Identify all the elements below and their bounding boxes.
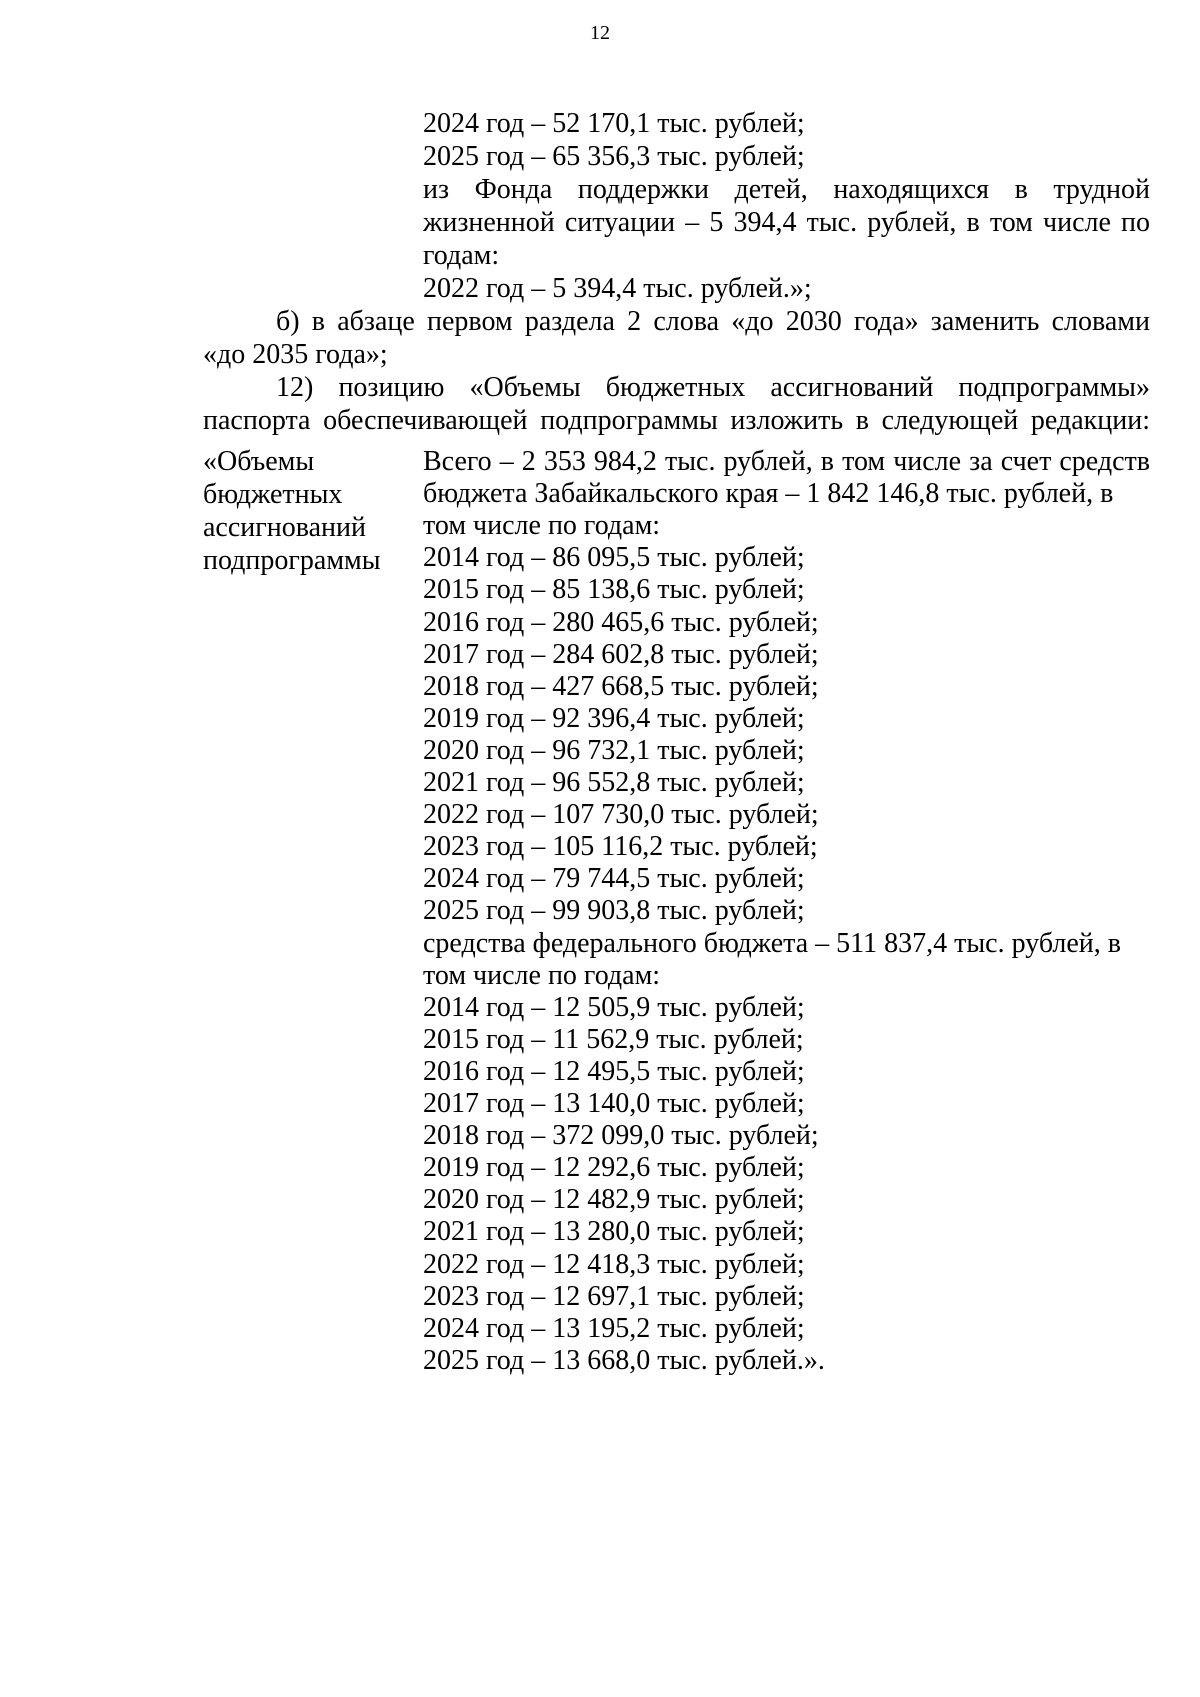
position-line: 2023 год – 105 116,2 тыс. рублей; bbox=[423, 831, 818, 862]
position-line: 2015 год – 11 562,9 тыс. рублей; bbox=[423, 1024, 804, 1055]
paragraph-b-line: «до 2035 года»; bbox=[203, 339, 388, 370]
paragraph-b-line: б) в абзаце первом раздела 2 слова «до 2030 года» заменить словами bbox=[276, 307, 1150, 337]
position-line: бюджета Забайкальского края – 1 842 146,8 тыс. рублей, в bbox=[423, 478, 1114, 509]
position-label-line: подпрограммы bbox=[203, 545, 381, 576]
position-line: 2017 год – 13 140,0 тыс. рублей; bbox=[423, 1088, 805, 1119]
position-line: средства федерального бюджета – 511 837,4 тыс. рублей, в bbox=[423, 928, 1121, 959]
intro-line: из Фонда поддержки детей, находящихся в трудной bbox=[423, 175, 1150, 205]
position-line: том числе по годам: bbox=[423, 510, 661, 541]
position-line: 2022 год – 12 418,3 тыс. рублей; bbox=[423, 1249, 805, 1280]
position-label-line: бюджетных bbox=[203, 479, 343, 510]
position-line: 2021 год – 96 552,8 тыс. рублей; bbox=[423, 767, 805, 798]
position-line: 2024 год – 79 744,5 тыс. рублей; bbox=[423, 863, 805, 894]
position-line: 2020 год – 12 482,9 тыс. рублей; bbox=[423, 1184, 805, 1215]
position-line: 2019 год – 12 292,6 тыс. рублей; bbox=[423, 1152, 805, 1183]
position-line: 2014 год – 86 095,5 тыс. рублей; bbox=[423, 542, 805, 573]
position-line: 2014 год – 12 505,9 тыс. рублей; bbox=[423, 992, 805, 1023]
position-line: Всего – 2 353 984,2 тыс. рублей, в том числе за счет средств bbox=[423, 447, 1150, 477]
position-line: том числе по годам: bbox=[423, 960, 661, 991]
paragraph-12-line: 12) позицию «Объемы бюджетных ассигнований подпрограммы» bbox=[276, 373, 1150, 403]
position-line: 2016 год – 280 465,6 тыс. рублей; bbox=[423, 607, 819, 638]
position-line: 2021 год – 13 280,0 тыс. рублей; bbox=[423, 1216, 805, 1247]
position-label-line: «Объемы bbox=[203, 446, 315, 477]
position-line: 2015 год – 85 138,6 тыс. рублей; bbox=[423, 574, 805, 605]
position-line: 2019 год – 92 396,4 тыс. рублей; bbox=[423, 703, 805, 734]
position-line: 2018 год – 372 099,0 тыс. рублей; bbox=[423, 1120, 819, 1151]
intro-line: жизненной ситуации – 5 394,4 тыс. рублей, в том числе по bbox=[423, 208, 1150, 238]
intro-line: годам: bbox=[423, 240, 500, 271]
paragraph-12-line: паспорта обеспечивающей подпрограммы изложить в следующей редакции: bbox=[203, 406, 1150, 436]
position-line: 2025 год – 13 668,0 тыс. рублей.». bbox=[423, 1345, 825, 1376]
position-line: 2022 год – 107 730,0 тыс. рублей; bbox=[423, 799, 819, 830]
page-number: 12 bbox=[590, 22, 610, 44]
intro-line: 2024 год – 52 170,1 тыс. рублей; bbox=[423, 108, 805, 139]
position-label-line: ассигнований bbox=[203, 512, 366, 543]
position-line: 2018 год – 427 668,5 тыс. рублей; bbox=[423, 671, 819, 702]
position-line: 2016 год – 12 495,5 тыс. рублей; bbox=[423, 1056, 805, 1087]
position-line: 2020 год – 96 732,1 тыс. рублей; bbox=[423, 735, 805, 766]
position-line: 2023 год – 12 697,1 тыс. рублей; bbox=[423, 1281, 805, 1312]
position-line: 2017 год – 284 602,8 тыс. рублей; bbox=[423, 639, 819, 670]
intro-line: 2022 год – 5 394,4 тыс. рублей.»; bbox=[423, 273, 812, 304]
position-line: 2024 год – 13 195,2 тыс. рублей; bbox=[423, 1313, 805, 1344]
position-line: 2025 год – 99 903,8 тыс. рублей; bbox=[423, 895, 805, 926]
intro-line: 2025 год – 65 356,3 тыс. рублей; bbox=[423, 141, 805, 172]
